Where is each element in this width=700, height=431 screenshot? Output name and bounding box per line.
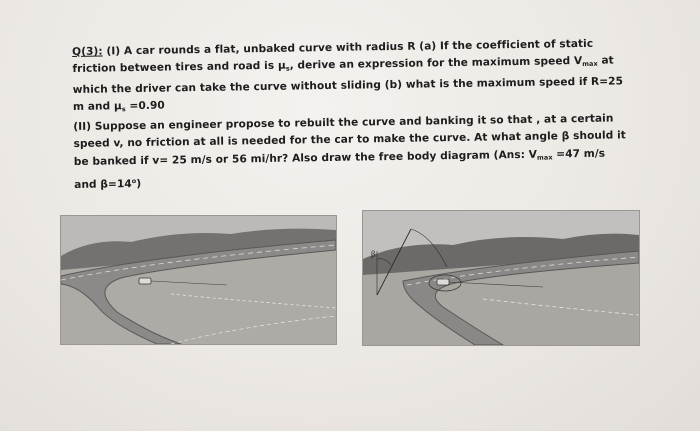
line4-text-a: m and μ <box>72 100 122 113</box>
mu-subscript: s <box>285 64 290 73</box>
vmax-subscript: max <box>582 60 598 69</box>
answer-vmax-subscript: max <box>536 153 553 162</box>
line2-text-c: at <box>597 54 614 68</box>
line2-text-b: , derive an expression for the maximum speed V <box>289 55 583 72</box>
question-text <box>72 35 674 195</box>
line7-text-b: =47 m/s <box>552 147 606 161</box>
question-line-5: (II) Suppose an engineer propose to rebuilt the curve and banking it so that , at a certain <box>73 112 614 134</box>
banked-curve-svg <box>363 211 639 345</box>
banked-curve-figure <box>362 210 640 346</box>
flat-curve-svg <box>61 216 336 344</box>
question-line-3: which the driver can take the curve without sliding (b) what is the maximum speed if R=25 <box>72 74 624 96</box>
mu-s-subscript: s <box>121 105 126 114</box>
beta-angle-label: β <box>371 250 376 259</box>
line2-text-a: friction between tires and road is μ <box>72 59 286 76</box>
line8-text-b: ) <box>136 178 142 191</box>
flat-curve-figure <box>60 215 337 345</box>
question-number: Q(3): <box>72 45 103 58</box>
degree-superscript: o <box>131 177 137 186</box>
line4-text-b: =0.90 <box>125 99 165 113</box>
line7-text-a: be banked if v= 25 m/s or 56 mi/hr? Also draw the free body diagram (Ans: V <box>73 148 538 168</box>
question-line-6: speed v, no friction at all is needed for the car to make the curve. At what angle β should it <box>73 129 626 151</box>
car-icon <box>437 279 449 285</box>
question-part1-intro: (I) A car rounds a flat, unbaked curve with radius R (a) If the coefficient of static <box>102 37 594 58</box>
car-icon <box>139 278 151 284</box>
line8-text-a: and β=14 <box>74 178 132 192</box>
